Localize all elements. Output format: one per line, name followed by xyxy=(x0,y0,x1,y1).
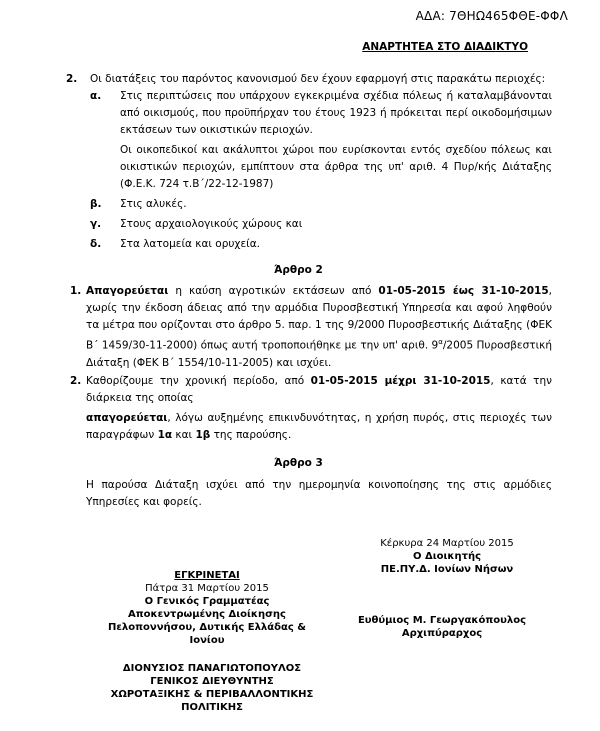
article-3-title: Άρθρο 3 xyxy=(274,457,323,469)
article-2-p2-number: 2. xyxy=(70,374,82,387)
period-dates: 01-05-2015 έως 31-10-2015 xyxy=(378,285,549,297)
item-d-label: δ. xyxy=(90,238,102,250)
approver-administration: Αποκεντρωμένης Διοίκησης xyxy=(128,609,286,620)
article-2-paragraph-1: 1. Απαγορεύεται η καύση αγροτικών εκτάσεων από 01-05-2015 έως 31-10-2015, χωρίς την έκδοση άδειας από την αρμόδια Πυροσβεστική Υπηρεσία και αφού ληφθούν τα μέτρα που ορίζονται στο άρθρο 5. παρ. 1 της 9/2000 Πυροσβεστικής Διάταξης (ΦΕΚ Β΄ 1459/30-11-2000) όπως αυτή τροποποιήθηκε με την υπ' αριθ. $9^\alpha/2005$ Πυροσβεστική Διάταξη (ΦΕΚ Β΄ 1554/10-11-2005) και ισχύει. xyxy=(70,285,552,369)
prohibited-term: Απαγορεύεται xyxy=(86,285,169,297)
approval-block xyxy=(92,569,322,647)
item-a xyxy=(90,88,552,193)
item-c xyxy=(90,216,552,233)
section-2 xyxy=(66,71,552,253)
section-2-number: 2. xyxy=(66,73,78,85)
item-b-label: β. xyxy=(90,198,102,210)
issuer-role: Ο Διοικητής xyxy=(412,551,482,562)
issuer-authority: ΠΕ.ΠΥ.Δ. Ιονίων Νήσων xyxy=(380,564,514,575)
approval-date: Πάτρα 31 Μαρτίου 2015 xyxy=(145,583,269,594)
issue-date: Κέρκυρα 24 Μαρτίου 2015 xyxy=(380,538,514,549)
period-dates-2: 01-05-2015 μέχρι 31-10-2015 xyxy=(310,374,491,387)
issuer-rank: Αρχιπύραρχος xyxy=(401,628,483,639)
ada-code: ΑΔΑ: 7ΘΗΩ465ΦΘΕ-ΦΦΛ xyxy=(415,9,568,23)
item-b xyxy=(90,196,552,213)
approver-region: Πελοποννήσου, Δυτικής Ελλάδας & Ιονίου xyxy=(108,622,306,646)
article-3-text: Η παρούσα Διάταξη ισχύει από την ημερομηνία κοινοποίησης της στις αρμόδιες Υπηρεσίες και φορείς. xyxy=(86,479,552,508)
item-d xyxy=(90,236,552,253)
approver-role: Ο Γενικός Γραμματέας xyxy=(144,596,270,607)
director-block xyxy=(72,662,352,714)
item-d-text: Στα λατομεία και ορυχεία. xyxy=(120,238,260,250)
article-2-p1-number: 1. xyxy=(70,285,82,297)
prohibited-term-2: απαγορεύεται xyxy=(86,411,168,424)
item-a-extra: Οι οικοπεδικοί και ακάλυπτοι χώροι που ευρίσκονται εντός σχεδίου πόλεως και οικιστικών περιοχών, εμπίπτουν στα άρθρα της υπ' αριθ. 4 Πυρ/κής Διάταξης (Φ.Ε.Κ. 724 τ.Β΄/22-12-1987) xyxy=(120,144,552,190)
issuer-signature xyxy=(352,614,532,640)
item-c-label: γ. xyxy=(90,218,102,230)
director-name: ΔΙΟΝΥΣΙΟΣ ΠΑΝΑΓΙΩΤΟΠΟΥΛΟΣ xyxy=(122,663,302,674)
article-2-title: Άρθρο 2 xyxy=(274,264,323,276)
post-online-heading: ΑΝΑΡΤΗΤΕΑ ΣΤΟ ΔΙΑΔΙΚΤΥΟ xyxy=(362,41,528,53)
item-a-text: Στις περιπτώσεις που υπάρχουν εγκεκριμένα σχέδια πόλεως ή καταλαμβάνονται από οικισμούς, που προϋπήρχαν του έτους 1923 ή πρόκειται περί οικοδομήσιμων εκτάσεων των οικιστικών περιοχών. xyxy=(120,90,552,136)
director-title: ΓΕΝΙΚΟΣ ΔΙΕΥΘΥΝΤΗΣ xyxy=(150,676,274,687)
issuer-name: Ευθύμιος Μ. Γεωργακόπουλος xyxy=(357,615,527,626)
approved-stamp: ΕΓΚΡΙΝΕΤΑΙ xyxy=(174,570,240,581)
article-2-paragraph-2: 2. Καθορίζουμε την χρονική περίοδο, από 01-05-2015 μέχρι 31-10-2015, κατά την διάρκεια της οποίας απαγορεύεται, λόγω αυξημένης επικινδυνότητας, η χρήση πυρός, στις περιοχές των παραγράφων 1α και 1β της παρούσης. xyxy=(70,374,552,441)
director-department: ΧΩΡΟΤΑΞΙΚΗΣ & ΠΕΡΙΒΑΛΛΟΝΤΙΚΗΣ xyxy=(110,689,314,700)
issuer-block xyxy=(362,537,532,576)
item-c-text: Στους αρχαιολογικούς χώρους και xyxy=(120,218,303,230)
article-2 xyxy=(70,283,552,444)
item-b-text: Στις αλυκές. xyxy=(120,198,187,210)
section-2-intro: Οι διατάξεις του παρόντος κανονισμού δεν έχουν εφαρμογή στις παρακάτω περιοχές: xyxy=(90,73,546,85)
item-a-label: α. xyxy=(90,90,102,102)
director-department-2: ΠΟΛΙΤΙΚΗΣ xyxy=(181,702,243,713)
